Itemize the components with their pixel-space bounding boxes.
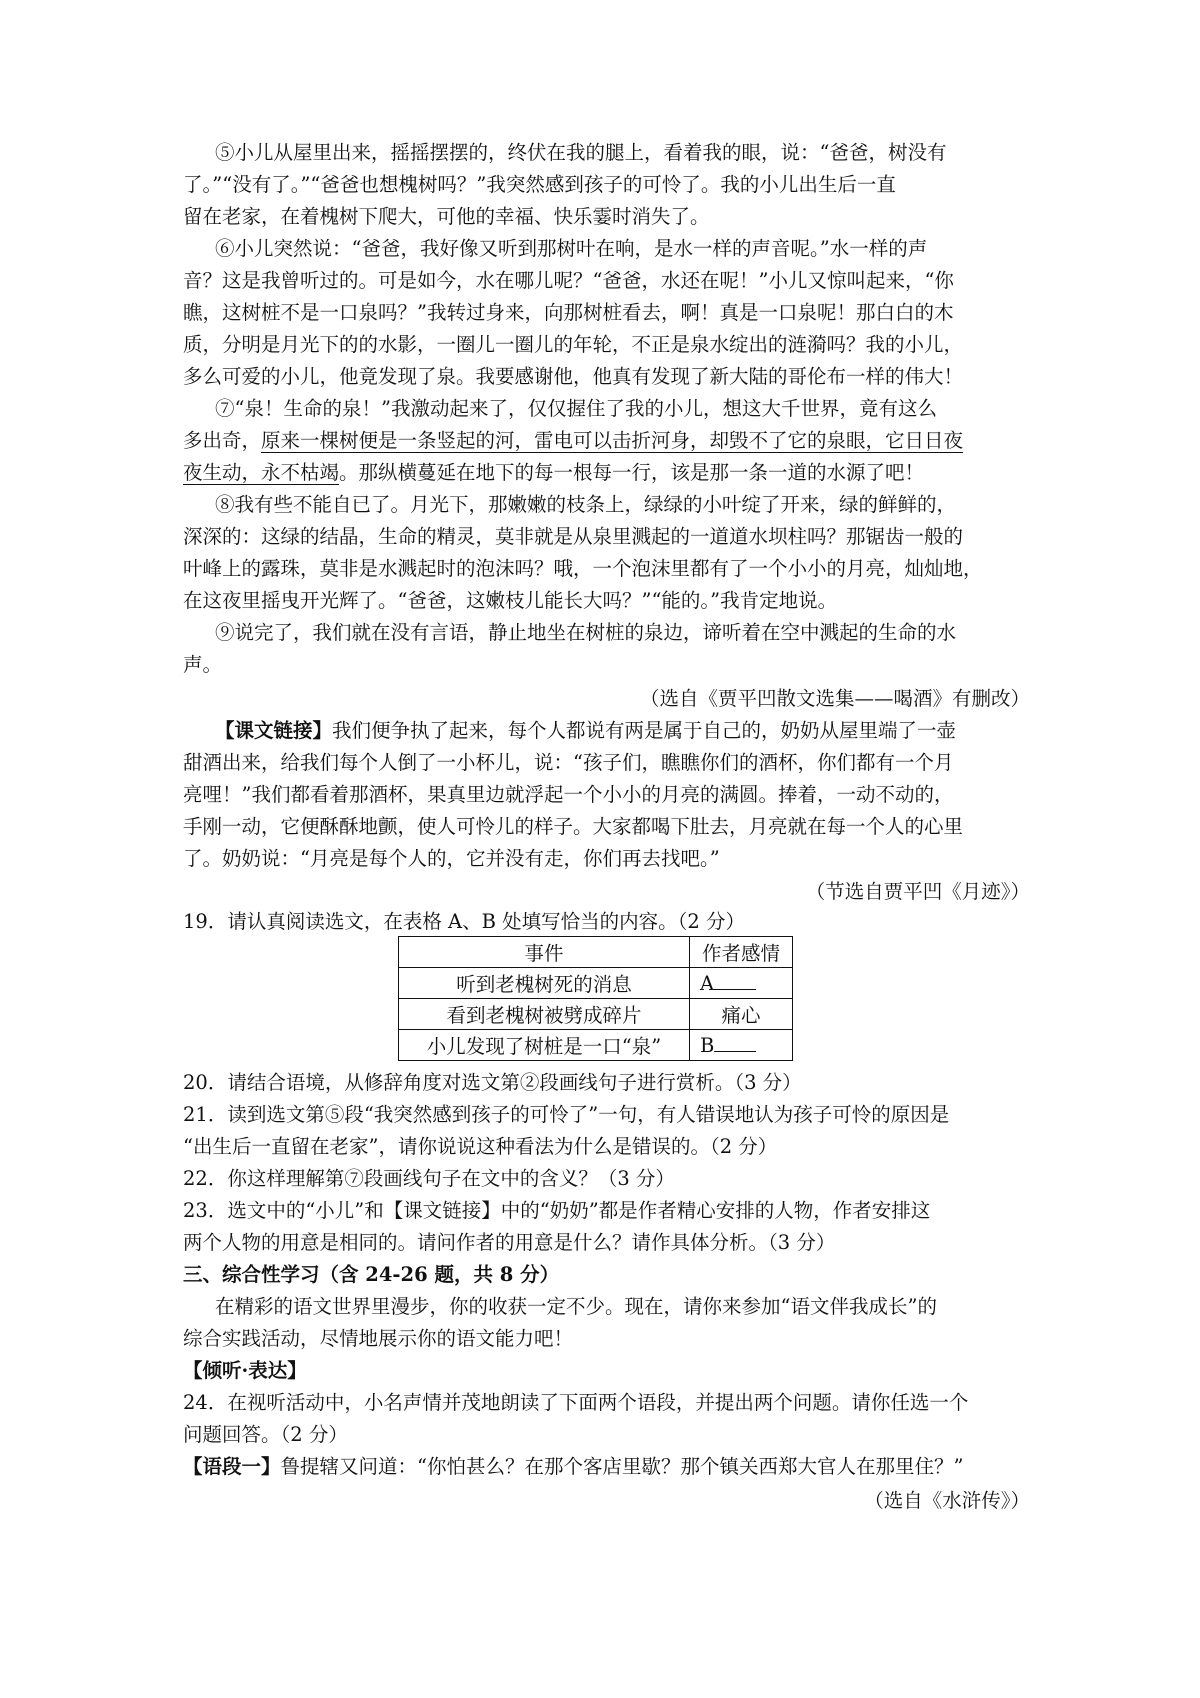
- answer-slot-label: A: [700, 972, 715, 995]
- answer-blank[interactable]: [714, 971, 756, 990]
- para6-line-5: 多么可爱的小儿，他竟发现了泉。我要感谢他，他真有发现了新大陆的哥伦布一样的伟大！: [183, 365, 964, 388]
- para7-line-3: [183, 457, 1023, 489]
- table-cell-feeling[interactable]: [690, 968, 793, 999]
- para8-line-2: 深深的：这绿的结晶，生命的精灵，莫非就是从泉里溅起的一道道水坝柱吗？那锯齿一般的: [183, 525, 964, 548]
- link-line-1: [215, 715, 1055, 747]
- table-header-event: 事件: [399, 937, 690, 968]
- link-line-2: 甜酒出来，给我们每个人倒了一小杯儿，说：“孩子们，瞧瞧你们的酒杯，你们都有一个月: [183, 751, 954, 774]
- para6-line-2: 音？这是我曾听过的。可是如今，水在哪儿呢？“爸爸，水还在呢！”小儿又惊叫起来，“你: [183, 269, 954, 292]
- link-line-3: 亮哩！”我们都看着那酒杯，果真里边就浮起一个小小的月亮的满圆。捧着，一动不动的，: [183, 783, 954, 806]
- para7-line-1: ⑦“泉！生命的泉！”我激动起来了，仅仅握住了我的小儿，想这大千世界，竟有这么: [215, 397, 937, 420]
- link-line-5: 了。奶奶说：“月亮是每个人的，它并没有走，你们再去找吧。”: [183, 847, 720, 870]
- link-text: 我们便争执了起来，每个人都说有两是属于自己的，奶奶从屋里端了一壶: [332, 719, 957, 742]
- table-cell-feeling[interactable]: [690, 1030, 793, 1061]
- para8-line-3: 叶峰上的露珠，莫非是水溅起时的泡沫吗？哦，一个泡沫里都有了一个小小的月亮，灿灿地，: [183, 557, 983, 580]
- para7-plain-text-end: 。那纵横蔓延在地下的每一根每一行，该是那一条一道的水源了吧！: [339, 461, 925, 484]
- table-cell-event: 听到老槐树死的消息: [399, 968, 690, 999]
- table-row: [399, 999, 793, 1030]
- section-3-heading: 三、综合性学习（含 24-26 题，共 8 分）: [183, 1263, 560, 1286]
- para7-line-2: [183, 425, 1023, 457]
- question-23-line-2: 两个人物的用意是相同的。请问作者的用意是什么？请作具体分析。（3 分）: [183, 1231, 836, 1254]
- table-header-row: [399, 937, 793, 968]
- segment-1-text: 鲁提辖又问道：“你怕甚么？在那个客店里歇？那个镇关西郑大官人在那里住？”: [280, 1455, 964, 1478]
- segment-1: [183, 1451, 1023, 1483]
- table-cell-event: 小儿发现了树桩是一口“泉”: [399, 1030, 690, 1061]
- para5-line-3: 留在老家，在着槐树下爬大，可他的幸福、快乐霎时消失了。: [183, 205, 710, 228]
- para6-line-4: 质，分明是月光下的的水影，一圈儿一圈儿的年轮，不正是泉水绽出的涟漪吗？我的小儿，: [183, 333, 964, 356]
- link-label: 【课文链接】: [215, 719, 333, 742]
- question-21-line-1: 21．读到选文第⑤段“我突然感到孩子的可怜了”一句，有人错误地认为孩子可怜的原因是: [183, 1103, 950, 1126]
- question-24-line-2: 问题回答。（2 分）: [183, 1423, 348, 1446]
- para7-underlined-sentence: 原来一棵树便是一条竖起的河，雷电可以击折河身，却毁不了它的泉眼，它日日夜: [261, 429, 964, 452]
- table-cell-event: 看到老槐树被劈成碎片: [399, 999, 690, 1030]
- source-citation-2: （节选自贾平凹《月迹》）: [805, 880, 1030, 903]
- intro-line-1: 在精彩的语文世界里漫步，你的收获一定不少。现在，请你来参加“语文伴我成长”的: [215, 1295, 937, 1318]
- source-citation-1: （选自《贾平凹散文选集——喝酒》有删改）: [639, 687, 1030, 710]
- para9-line-1: ⑨说完了，我们就在没有言语，静止地坐在树桩的泉边，谛听着在空中溅起的生命的水: [215, 621, 957, 644]
- para5-line-2: 了。”“没有了。”“爸爸也想槐树吗？”我突然感到孩子的可怜了。我的小儿出生后一直: [183, 173, 896, 196]
- para7-plain-text: 多出奇，: [183, 429, 262, 452]
- para9-line-2: 声。: [183, 653, 223, 676]
- question-24-line-1: 24．在视听活动中，小名声情并茂地朗读了下面两个语段，并提出两个问题。请你任选一个: [183, 1391, 969, 1414]
- table-header-feeling: 作者感情: [690, 937, 793, 968]
- link-line-4: 手刚一动，它便酥酥地颤，使人可怜儿的样子。大家都喝下肚去，月亮就在每一个人的心里: [183, 815, 964, 838]
- segment-1-label: 【语段一】: [183, 1455, 281, 1478]
- intro-line-2: 综合实践活动，尽情地展示你的语文能力吧！: [183, 1327, 574, 1350]
- question-22: 22．你这样理解第⑦段画线句子在文中的含义？（3 分）: [183, 1167, 675, 1190]
- table-cell-feeling: 痛心: [690, 999, 793, 1030]
- para5-line-1: ⑤小儿从屋里出来，摇摇摆摆的，终伏在我的腿上，看着我的眼，说：“爸爸，树没有: [215, 141, 947, 164]
- question-21-line-2: “出生后一直留在老家”，请你说说这种看法为什么是错误的。（2 分）: [183, 1135, 778, 1158]
- sub-heading-listening: 【倾听·表达】: [183, 1359, 307, 1382]
- para8-line-1: ⑧我有些不能自已了。月光下，那嫩嫩的枝条上，绿绿的小叶绽了开来，绿的鲜鲜的，: [215, 493, 957, 516]
- para7-underlined-sentence-end: 夜生动，永不枯竭: [183, 461, 340, 484]
- question-23-line-1: 23．选文中的“小儿”和【课文链接】中的“奶奶”都是作者精心安排的人物，作者安排这: [183, 1199, 931, 1222]
- para6-line-1: ⑥小儿突然说：“爸爸，我好像又听到那树叶在响，是水一样的声音呢。”水一样的声: [215, 237, 928, 260]
- question-19: 19．请认真阅读选文，在表格 A、B 处填写恰当的内容。（2 分）: [183, 910, 745, 933]
- para8-line-4: 在这夜里摇曳开光辉了。“爸爸，这嫩枝儿能长大吗？”“能的。”我肯定地说。: [183, 589, 838, 612]
- table-row: [399, 968, 793, 999]
- table-row: [399, 1030, 793, 1061]
- para6-line-3: 瞧，这树桩不是一口泉吗？”我转过身来，向那树桩看去，啊！真是一口泉呢！那白白的木: [183, 301, 954, 324]
- source-citation-3: （选自《水浒传》）: [864, 1489, 1030, 1512]
- events-table: [398, 936, 793, 1061]
- answer-blank[interactable]: [714, 1033, 756, 1052]
- answer-slot-label: B: [700, 1034, 715, 1057]
- question-20: 20．请结合语境，从修辞角度对选文第②段画线句子进行赏析。（3 分）: [183, 1071, 802, 1094]
